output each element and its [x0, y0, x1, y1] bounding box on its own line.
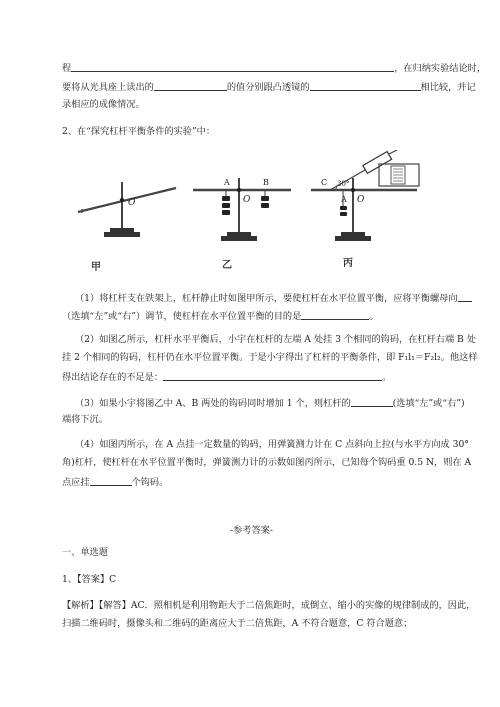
pivot-label: O [243, 195, 251, 205]
question-part-3: （3）如果小宇将图乙中 A、B 两处的钩码同时增加 1 个，则杠杆的 [75, 398, 351, 409]
answer-blank [71, 61, 394, 72]
pivot-label: O [357, 195, 365, 205]
stand-base [227, 232, 251, 236]
hook-weight [261, 203, 269, 208]
answer-blank [154, 80, 227, 91]
text-fragment: 点应挂 [62, 477, 90, 488]
answer-blank [163, 370, 382, 381]
answer-blank [301, 309, 369, 320]
text-fragment: ）调节，使杠杆在水平位置平衡的目的是 [135, 311, 302, 322]
analysis-text: 扫描二维码时，摄像头和二维码的距离应大于二倍焦距，A 不符合题意，C 符合题意； [62, 618, 413, 629]
text-line [62, 370, 391, 384]
pivot-label: O [128, 198, 136, 208]
text-fragment: 。 [369, 311, 379, 322]
answer-blank [458, 291, 472, 302]
question-part-2: （2）如图乙所示，杠杆水平平衡后，小宇在杠杆的左端 A 处挂 3 个相同的钩码，在杠杆右端 B 处 [75, 334, 476, 345]
spring-scale [363, 152, 392, 174]
text-line [62, 61, 486, 75]
text-fragment: ，在归纳实验结论时， [394, 63, 487, 74]
point-b-label: B [263, 178, 269, 187]
figure-yi [187, 172, 299, 248]
answer-blank [351, 396, 393, 407]
text-line [62, 309, 378, 323]
point-c-label: C [321, 178, 328, 187]
text-line: 角)杠杆，使杠杆在水平位置平衡时，弹簧测力计的示数如图丙所示，已知每个钩码重 0.5 N，则在 A [62, 457, 472, 468]
text-fragment: 相比较，并记 [420, 82, 476, 93]
hook-weight [340, 212, 347, 216]
point-a-label: A [341, 195, 347, 204]
figure-bing [305, 150, 423, 246]
text-fragment: 个钩码。 [131, 477, 169, 488]
hook-weight [340, 206, 347, 210]
text-fragment: 要将从光具座上读出的 [62, 82, 154, 93]
answer-item: 1、【答案】C [62, 574, 117, 585]
text-line [62, 80, 476, 94]
text-fragment: 。 [382, 372, 392, 383]
question-part-4: （4）如图丙所示，在 A 点挂一定数量的钩码，用弹簧测力计在 C 点斜向上拉(与水平方向成 30° [75, 439, 469, 450]
figure-label-yi: 乙 [222, 260, 232, 271]
analysis-text: 【解析】【解答】AC．照相机是利用物距大于二倍焦距时，成倒立、缩小的实像的规律制成的，因此， [62, 600, 476, 611]
angle-label: 30° [337, 180, 350, 188]
text-line [75, 291, 472, 305]
text-line: 挂 2 个相同的钩码，杠杆仍在水平位置平衡。于是小宇得出了杠杆的平衡条件，即 F₁l₁＝F₂l₂。他这样 [62, 352, 478, 363]
text-fragment: 得出结论存在的不足是： [62, 372, 164, 383]
answer-blank [90, 475, 132, 486]
figure-label-jia: 甲 [91, 262, 101, 273]
hook-weight [261, 196, 269, 201]
pivot-point [237, 188, 241, 192]
answer-blank [310, 80, 421, 91]
stand-base [110, 228, 134, 232]
text-fragment: 程 [62, 63, 72, 74]
figure-jia [70, 168, 185, 246]
text-fragment: 的值分别跟凸透镜的 [226, 82, 310, 93]
hook-weight [222, 196, 230, 201]
answers-heading: -参考答案- [230, 525, 273, 536]
text-line: 录相应的成像情况。 [62, 99, 145, 110]
text-line [62, 475, 168, 489]
text-fragment: (选填“左”或“右”) [392, 398, 465, 409]
text-fragment: （选填“左”或“右” [62, 311, 136, 322]
question-part-1: （1）将杠杆支在铁架上，杠杆静止时如图甲所示，要使杠杆在水平位置平衡，应将平衡螺母向 [75, 293, 458, 304]
text-line [75, 396, 465, 410]
hook-weight [222, 210, 230, 215]
pivot-point [120, 198, 124, 202]
figure-label-bing: 丙 [343, 258, 353, 269]
pivot-point [351, 188, 355, 192]
lever-bar [78, 188, 176, 212]
stand-base [341, 232, 365, 236]
section-title: 一、单选题 [62, 547, 108, 558]
text-line: 端将下沉。 [62, 414, 108, 425]
question-title: 2、在“探究杠杆平衡条件的实验”中： [62, 126, 216, 137]
point-a-label: A [224, 178, 230, 187]
hook-weight [222, 203, 230, 208]
